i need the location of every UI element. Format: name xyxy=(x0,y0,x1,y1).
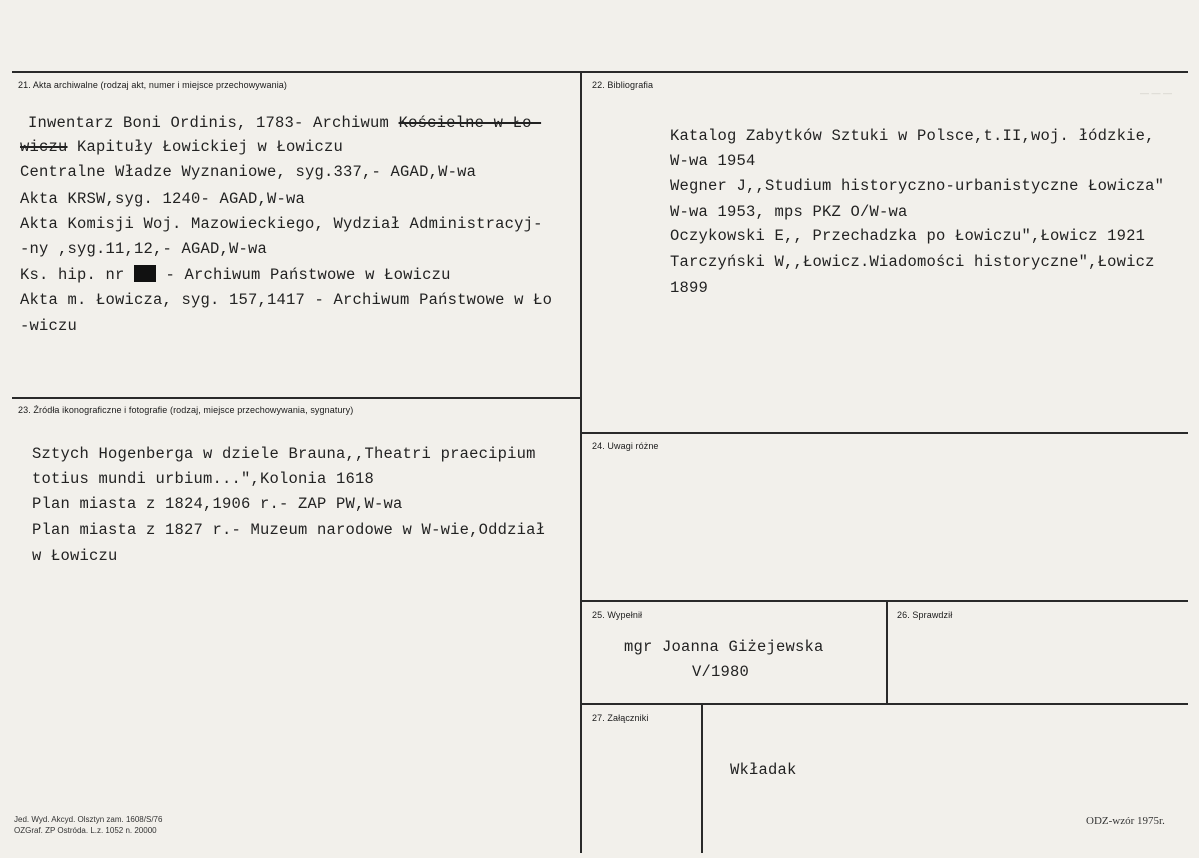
attachment-value: Wkładak xyxy=(730,761,797,779)
field-23-line-5: w Łowiczu xyxy=(32,547,118,565)
field-22-line-4: W-wa 1953, mps PKZ O/W-wa xyxy=(670,203,908,221)
field-23-line-4: Plan miasta z 1827 r.- Muzeum narodowe w W-wie,Oddział xyxy=(32,521,546,539)
field-23-line-3: Plan miasta z 1824,1906 r.- ZAP PW,W-wa xyxy=(32,495,403,513)
field-21-line-5: Akta Komisji Woj. Mazowieckiego, Wydział Administracyj- xyxy=(20,215,543,233)
printer-info-line-2: OZGraf. ZP Ostróda. L.z. 1052 n. 20000 xyxy=(14,826,157,835)
archive-text: - Archiwum Państwowe w Łowiczu xyxy=(156,266,451,284)
field-21-line-6: -ny ,syg.11,12,- AGAD,W-wa xyxy=(20,240,268,258)
field-21-line-2 xyxy=(20,138,343,156)
field-21-line-1 xyxy=(28,114,541,132)
divider-21-23 xyxy=(12,397,581,399)
struck-text: Kościelne w Ło- xyxy=(398,114,542,132)
filled-by-date: V/1980 xyxy=(692,663,750,681)
field-24-label: 24. Uwagi różne xyxy=(592,441,659,451)
redaction-box xyxy=(134,265,156,282)
filled-by-name: mgr Joanna Giżejewska xyxy=(624,638,824,656)
field-22-line-1: Katalog Zabytków Sztuki w Polsce,t.II,woj. łódzkie, xyxy=(670,127,1155,145)
top-rule xyxy=(12,71,1188,73)
archive-text: Kapituły Łowickiej w Łowiczu xyxy=(67,138,344,156)
field-21-line-3: Centralne Władze Wyznaniowe, syg.337,- AGAD,W-wa xyxy=(20,163,477,181)
field-22-line-2: W-wa 1954 xyxy=(670,152,756,170)
field-23-line-2: totius mundi urbium...",Kolonia 1618 xyxy=(32,470,375,488)
divider-24-25 xyxy=(581,600,1188,602)
field-25-label: 25. Wypełnił xyxy=(592,610,643,620)
field-21-line-8: Akta m. Łowicza, syg. 157,1417 - Archiwum Państwowe w Ło xyxy=(20,291,553,309)
archive-text: Inwentarz Boni Ordinis, 1783- Archiwum xyxy=(28,114,399,132)
field-23-label: 23. Źródła ikonograficzne i fotografie (rodzaj, miejsce przechowywania, sygnatury) xyxy=(18,405,354,415)
divider-25-27 xyxy=(581,703,1188,705)
bleed-through-mark: — — — xyxy=(1140,88,1173,98)
field-22-line-7: 1899 xyxy=(670,279,709,297)
field-26-label: 26. Sprawdził xyxy=(897,610,953,620)
struck-text: wiczu xyxy=(20,138,68,156)
field-23-line-1: Sztych Hogenberga w dziele Brauna,,Theatri praecipium xyxy=(32,445,536,463)
divider-22-24 xyxy=(581,432,1188,434)
field-22-label: 22. Bibliografia xyxy=(592,80,654,90)
field-22-line-5: Oczykowski E,, Przechadzka po Łowiczu",Łowicz 1921 xyxy=(670,227,1146,245)
field-21-line-4: Akta KRSW,syg. 1240- AGAD,W-wa xyxy=(20,190,306,208)
field-21-line-7 xyxy=(20,265,451,284)
form-code: ODZ-wzór 1975r. xyxy=(1086,815,1165,827)
field-22-line-3: Wegner J,,Studium historyczno-urbanistyczne Łowicza" xyxy=(670,177,1165,195)
archive-text: Ks. hip. nr xyxy=(20,266,135,284)
field-22-line-6: Tarczyński W,,Łowicz.Wiadomości historyczne",Łowicz xyxy=(670,253,1155,271)
printer-info-line-1: Jed. Wyd. Akcyd. Olsztyn zam. 1608/S/76 xyxy=(14,815,163,824)
field-21-label: 21. Akta archiwalne (rodzaj akt, numer i miejsce przechowywania) xyxy=(18,80,288,90)
field-21-line-9: -wiczu xyxy=(20,317,78,335)
field-27-label: 27. Załączniki xyxy=(592,713,649,723)
center-divider xyxy=(580,71,582,853)
divider-27-inner xyxy=(701,703,703,853)
divider-25-26 xyxy=(886,600,888,703)
